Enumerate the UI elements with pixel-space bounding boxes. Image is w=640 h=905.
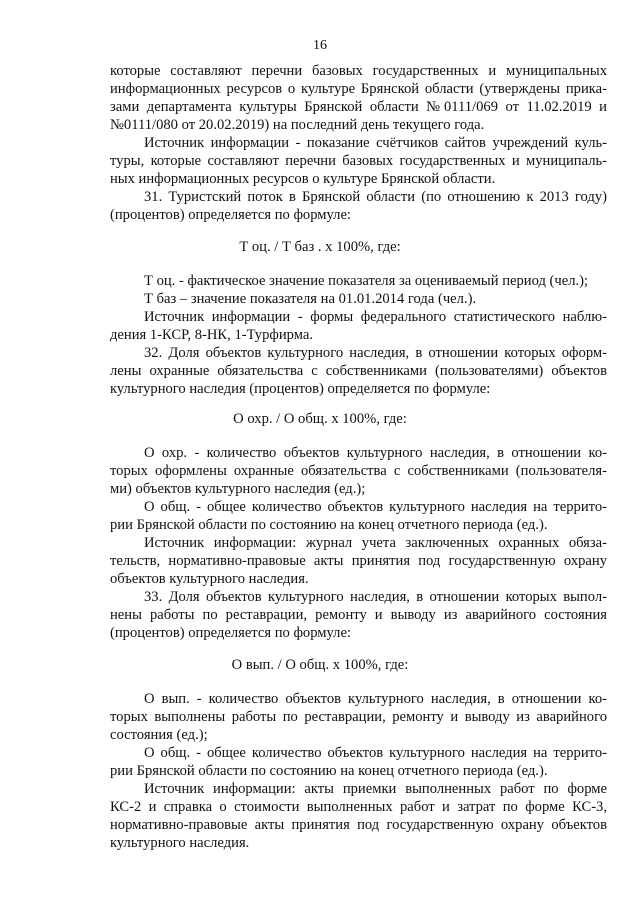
text-line: зами департамента культуры Брянской области №0111/069 от 11.02.2019 и	[110, 99, 607, 115]
text-line: О общ. - общее количество объектов культурного наследия на террито-	[144, 499, 607, 515]
text-line: Источник информации - показание счётчиков сайтов учреждений куль-	[144, 135, 607, 151]
text-line: 32. Доля объектов культурного наследия, в отношении которых оформ-	[144, 345, 607, 361]
text-line: культурного наследия.	[110, 835, 250, 851]
text-line: состояния (ед.);	[110, 727, 208, 743]
text-line: ми) объектов культурного наследия (ед.);	[110, 481, 366, 497]
text-line: Источник информации - формы федерального статистического наблю-	[144, 309, 607, 325]
text-line: О вып. - количество объектов культурного наследия, в отношении ко-	[144, 691, 607, 707]
text-line: Т баз – значение показателя на 01.01.2014 года (чел.).	[144, 291, 477, 307]
text-line: Т оц. - фактическое значение показателя за оцениваемый период (чел.);	[144, 273, 589, 289]
text-line: Источник информации: акты приемки выполненных работ по форме	[144, 781, 607, 797]
text-line: лены охранные обязательства с собственниками (пользователями) объектов	[110, 363, 607, 379]
text-line: объектов культурного наследия.	[110, 571, 309, 587]
formula: О охр. / О общ. х 100%, где:	[233, 411, 407, 427]
formula: О вып. / О общ. х 100%, где:	[231, 657, 409, 673]
text-line: рии Брянской области по состоянию на конец отчетного периода (ед.).	[110, 517, 548, 533]
text-line: нены работы по реставрации, ремонту и выводу из аварийного состояния	[110, 607, 607, 623]
text-line: ных информационных ресурсов о культуре Брянской области.	[110, 171, 496, 187]
text-line: дения 1-КСР, 8-НК, 1-Турфирма.	[110, 327, 313, 343]
text-line: О охр. - количество объектов культурного наследия, в отношении ко-	[144, 445, 607, 461]
text-line: №0111/080 от 20.02.2019) на последний день текущего года.	[110, 117, 485, 133]
text-line: информационных ресурсов о культуре Брянской области (утверждены прика-	[110, 81, 607, 97]
text-line: 31. Туристский поток в Брянской области (по отношению к 2013 году)	[144, 189, 607, 205]
text-line: торых оформлены охранные обязательства с собственниками (пользователя-	[110, 463, 607, 479]
text-line: тельств, нормативно-правовые акты принятия под государственную охрану	[110, 553, 607, 569]
text-line: 33. Доля объектов культурного наследия, в отношении которых выпол-	[144, 589, 607, 605]
text-line: КС-2 и справка о стоимости выполненных работ и затрат по форме КС-3,	[110, 799, 607, 815]
text-line: туры, которые составляют перечни базовых государственных и муниципаль-	[110, 153, 607, 169]
formula: Т оц. / Т баз . х 100%, где:	[239, 239, 401, 255]
text-line: которые составляют перечни базовых государственных и муниципальных	[110, 63, 607, 79]
text-line: рии Брянской области по состоянию на конец отчетного периода (ед.).	[110, 763, 548, 779]
text-line: (процентов) определяется по формуле:	[110, 625, 351, 641]
text-line: культурного наследия (процентов) определяется по формуле:	[110, 381, 491, 397]
text-line: нормативно-правовые акты принятия под государственную охрану объектов	[110, 817, 607, 833]
text-line: О общ. - общее количество объектов культурного наследия на террито-	[144, 745, 607, 761]
page-number: 16	[313, 38, 327, 53]
text-line: торых выполнены работы по реставрации, ремонту и выводу из аварийного	[110, 709, 607, 725]
text-line: (процентов) определяется по формуле:	[110, 207, 351, 223]
text-line: Источник информации: журнал учета заключенных охранных обяза-	[144, 535, 607, 551]
